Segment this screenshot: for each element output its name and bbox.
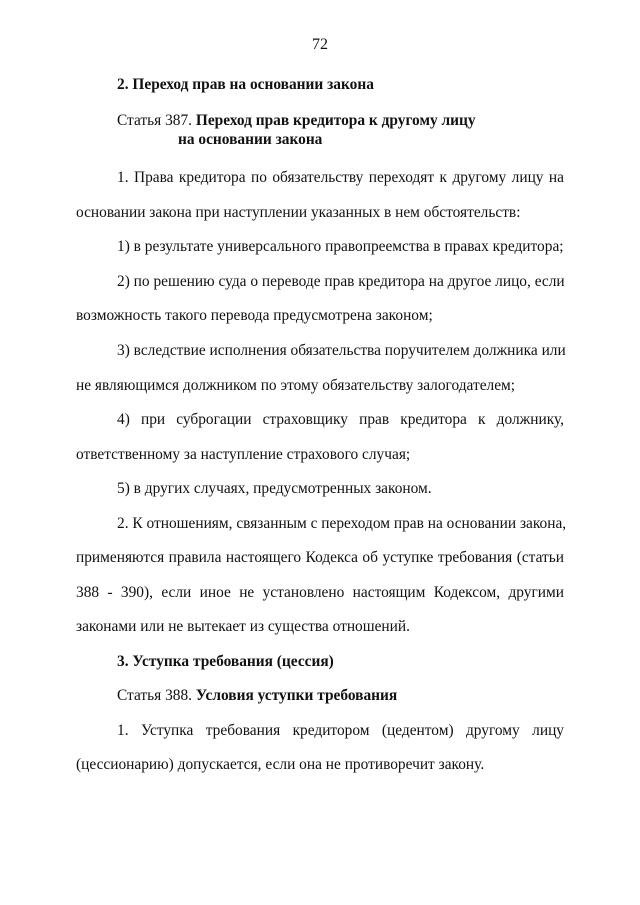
- article-387-title: Переход прав кредитора к другому лицу: [195, 112, 476, 129]
- article-387-item4-line2: ответственному за наступление страхового случая;: [76, 446, 411, 463]
- article-387-p1-line1: 1. Права кредитора по обязательству переходят к другому лицу на: [117, 169, 564, 186]
- article-387-heading: [117, 111, 564, 131]
- section-3-heading: 3. Уступка требования (цессия): [117, 653, 334, 670]
- article-387-item2-line1: 2) по решению суда о переводе прав кредитора на другое лицо, если: [117, 273, 565, 290]
- article-387-p2-line2: применяются правила настоящего Кодекса об уступке требования (статьи: [76, 549, 564, 566]
- article-388-p1-line1: 1. Уступка требования кредитором (цедентом) другому лицу: [117, 722, 564, 739]
- article-387-title-line2: на основании закона: [178, 131, 323, 148]
- page-number: 72: [312, 36, 328, 53]
- article-387-item3-line1: 3) вследствие исполнения обязательства поручителем должника или: [117, 342, 566, 359]
- article-388-prefix: Статья 388.: [117, 687, 196, 704]
- article-387-item3-line2: не являющимся должником по этому обязательству залогодателем;: [76, 377, 516, 394]
- article-388-p1-line2: (цессионарию) допускается, если она не противоречит закону.: [76, 756, 485, 773]
- article-387-p1-line2: основании закона при наступлении указанных в нем обстоятельств:: [76, 204, 521, 221]
- article-388-title: Условия уступки требования: [195, 687, 398, 704]
- article-387-item2-line2: возможность такого перевода предусмотрена законом;: [76, 307, 433, 324]
- article-387-p2-line4: законами или не вытекает из существа отношений.: [76, 618, 410, 635]
- article-387-p2-line1: 2. К отношениям, связанным с переходом прав на основании закона,: [117, 515, 567, 532]
- section-2-heading: 2. Переход прав на основании закона: [117, 76, 374, 93]
- article-387-prefix: Статья 387.: [117, 112, 196, 129]
- article-387-item5: 5) в других случаях, предусмотренных законом.: [117, 480, 432, 497]
- article-388-heading: [117, 686, 564, 706]
- article-387-item1: 1) в результате универсального правопреемства в правах кредитора;: [117, 238, 564, 255]
- article-387-p2-line3: 388 - 390), если иное не установлено настоящим Кодексом, другими: [76, 584, 564, 601]
- article-387-item4-line1: 4) при суброгации страховщику прав кредитора к должнику,: [117, 411, 564, 428]
